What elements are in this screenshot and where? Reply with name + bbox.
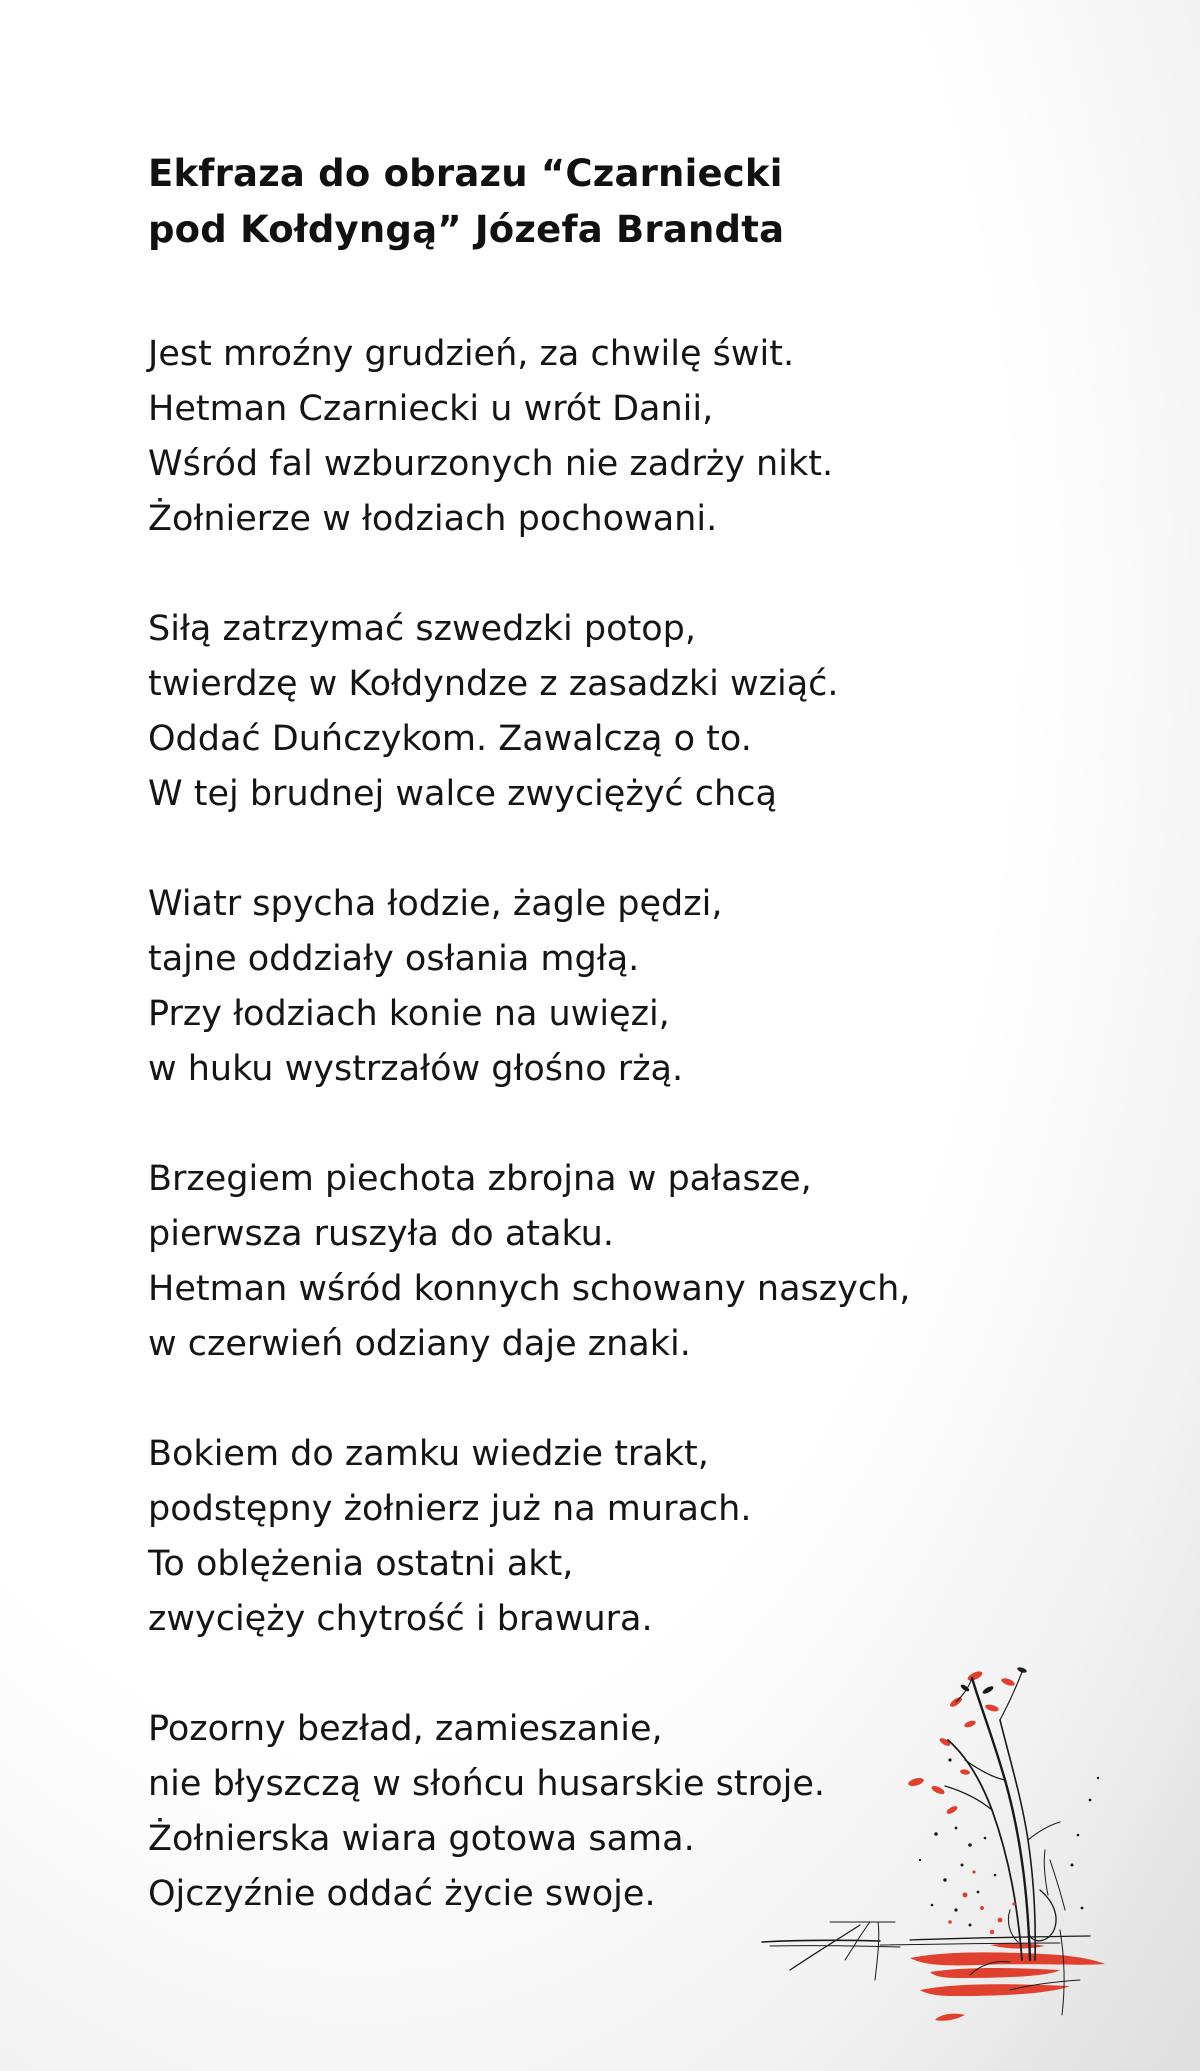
stanza-2 [148,602,1088,822]
dark-leaves [960,1666,1028,1695]
poem-title-line-1: Ekfraza do obrazu “Czarniecki [148,152,783,195]
tree-trunk-and-branches [945,1672,1065,1960]
red-leaves [907,1669,1015,1815]
poem-title [148,146,948,258]
poem-line: w czerwień odziany daje znaki. [148,1324,691,1364]
stanza-1 [148,327,1088,547]
poem-line: Żołnierze w łodziach pochowani. [148,499,718,539]
poem-line: To oblężenia ostatni akt, [148,1544,574,1584]
poem-line: W tej brudnej walce zwyciężyć chcą [148,774,777,814]
windswept-tree-ink-drawing-icon [760,1660,1160,2040]
poem-line: tajne oddziały osłania mgłą. [148,939,640,979]
ground-ink-lines [762,1922,1090,2015]
red-brush-strokes [910,1943,1105,2021]
poem-line: Brzegiem piechota zbrojna w pałasze, [148,1159,812,1199]
poem-title-line-2: pod Kołdyngą” Józefa Brandta [148,208,785,251]
poem-line: zwycięży chytrość i brawura. [148,1599,653,1639]
ink-splatter-dots [919,1758,1099,1926]
stanza-5 [148,1427,1088,1647]
poem-line: Przy łodziach konie na uwięzi, [148,994,670,1034]
poem-line: pierwsza ruszyła do ataku. [148,1214,614,1254]
poem-line: Żołnierska wiara gotowa sama. [148,1819,695,1859]
poem-line: twierdzę w Kołdyndze z zasadzki wziąć. [148,664,839,704]
poem-line: Pozorny bezład, zamieszanie, [148,1709,663,1749]
stanza-4 [148,1152,1088,1372]
red-splatter-dots [948,1870,1015,1934]
poem-line: Hetman Czarniecki u wrót Danii, [148,389,714,429]
poem-line: w huku wystrzałów głośno rżą. [148,1049,684,1089]
poem-line: Hetman wśród konnych schowany naszych, [148,1269,911,1309]
poem-line: nie błyszczą w słońcu husarskie stroje. [148,1764,826,1804]
poem-line: podstępny żołnierz już na murach. [148,1489,752,1529]
poem-line: Siłą zatrzymać szwedzki potop, [148,609,696,649]
poem-line: Bokiem do zamku wiedzie trakt, [148,1434,709,1474]
poem-line: Wiatr spycha łodzie, żagle pędzi, [148,884,723,924]
poem-line: Wśród fal wzburzonych nie zadrży nikt. [148,444,834,484]
poem-line: Jest mroźny grudzień, za chwilę świt. [148,334,795,374]
stanza-3 [148,877,1088,1097]
poem-line: Oddać Duńczykom. Zawalczą o to. [148,719,752,759]
poem-line: Ojczyźnie oddać życie swoje. [148,1874,656,1914]
